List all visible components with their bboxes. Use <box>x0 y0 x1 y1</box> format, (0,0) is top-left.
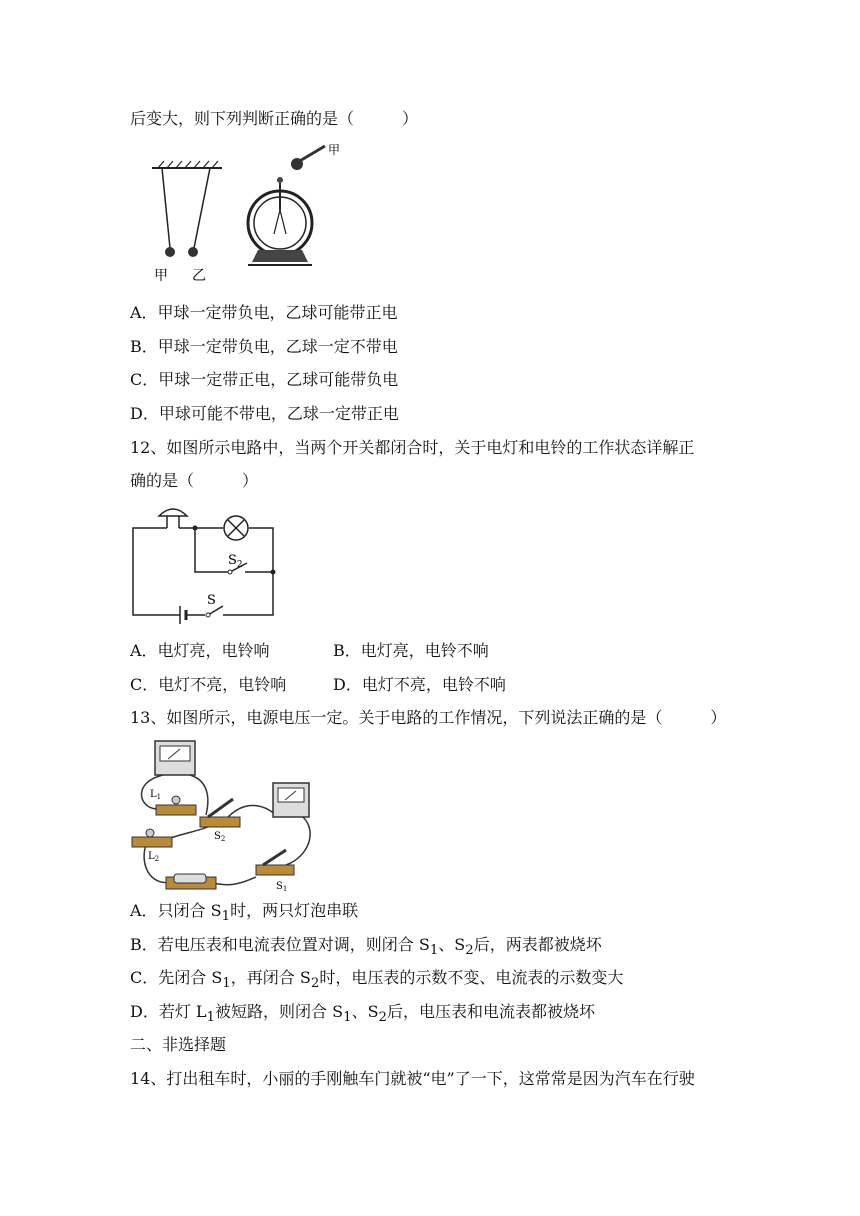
label-s: S <box>207 593 216 608</box>
q12-option-b: B．电灯亮，电铃不响 <box>333 641 489 660</box>
q11-option-d: D．甲球可能不带电，乙球一定带正电 <box>130 404 399 423</box>
label-l1: $L_1$ <box>150 789 162 801</box>
label-yi: 乙 <box>192 268 206 284</box>
q12-option-d: D．电灯不亮，电铃不响 <box>333 675 506 694</box>
q13-option-a: A．只闭合 $S_1$时，两只灯泡串联 <box>130 901 359 925</box>
label-s2-fig: $S_2$ <box>214 831 226 843</box>
label-s1-fig: $S_1$ <box>276 881 288 892</box>
q11-stem-tail: 后变大，则下列判断正确的是（ ） <box>130 109 419 128</box>
q11-figure <box>140 140 360 290</box>
q14-stem: 14、打出租车时，小丽的手刚触车门就被“电”了一下，这常常是因为汽车在行驶 <box>130 1069 695 1088</box>
q13-circuit-figure <box>128 737 328 892</box>
ball-yi <box>188 247 198 257</box>
label-s2: $S_2$ <box>228 553 243 570</box>
q12-circuit-figure <box>125 500 285 625</box>
q13-option-d: D．若灯 $L_1$被短路，则闭合 $S_1$、$S_2$后，电压表和电流表都被烧坏 <box>130 1002 596 1026</box>
label-l2: $L_2$ <box>148 851 160 863</box>
q11-option-c: C．甲球一定带正电，乙球可能带负电 <box>130 370 399 389</box>
q11-option-b: B．甲球一定带负电，乙球一定不带电 <box>130 337 398 356</box>
q12-stem-line1: 12、如图所示电路中，当两个开关都闭合时，关于电灯和电铃的工作状态详解正 <box>130 438 695 457</box>
q13-option-c: C．先闭合 $S_1$，再闭合 $S_2$时，电压表的示数不变、电流表的示数变大 <box>130 968 624 992</box>
q11-option-a: A．甲球一定带负电，乙球可能带正电 <box>130 303 398 322</box>
q12-stem-line2: 确的是（ ） <box>130 471 259 490</box>
q12-option-c: C．电灯不亮，电铃响 <box>130 675 287 694</box>
label-jia-right: 甲 <box>328 143 341 157</box>
section-title: 二、非选择题 <box>130 1035 227 1054</box>
label-jia-left: 甲 <box>154 268 168 284</box>
q12-option-a: A．电灯亮，电铃响 <box>130 641 270 660</box>
ball-jia <box>165 247 175 257</box>
q13-option-b: B．若电压表和电流表位置对调，则闭合 $S_1$、$S_2$后，两表都被烧坏 <box>130 935 602 959</box>
q13-stem: 13、如图所示，电源电压一定。关于电路的工作情况，下列说法正确的是（ ） <box>130 708 727 727</box>
